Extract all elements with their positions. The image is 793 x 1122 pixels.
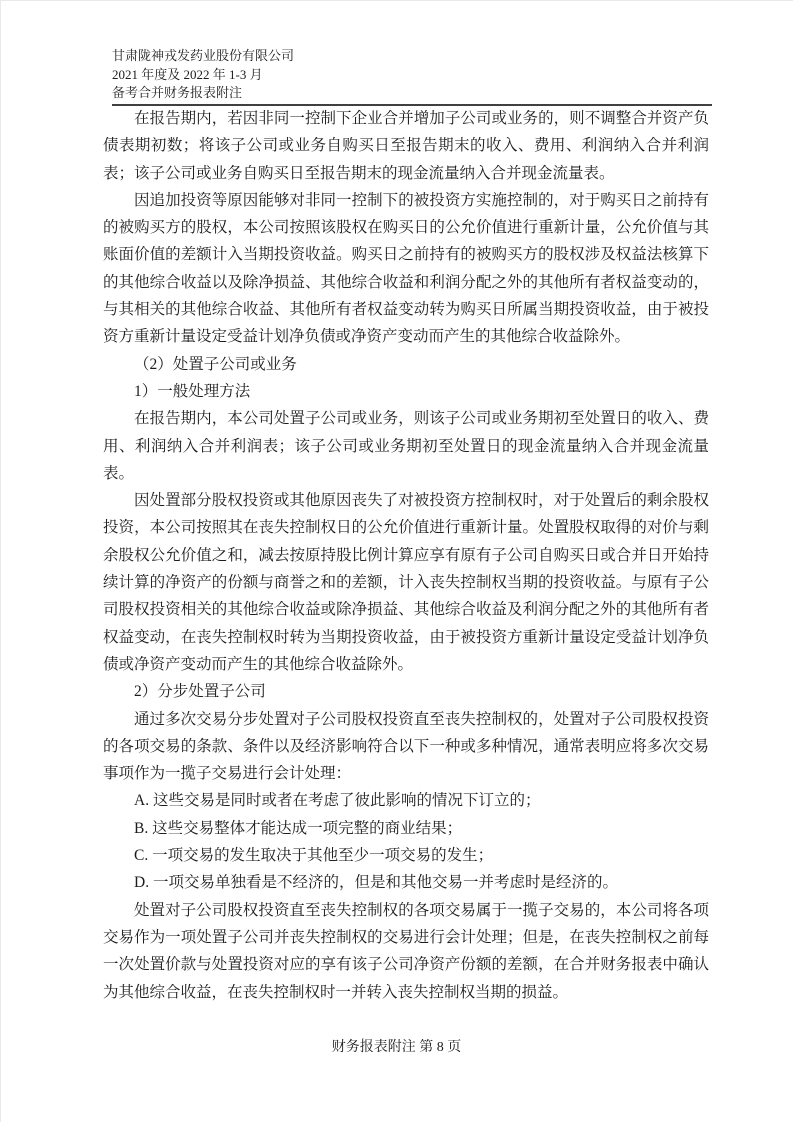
body-paragraph: 通过多次交易分步处置对子公司股权投资直至丧失控制权的，处置对子公司股权投资的各项交易的条款、条件以及经济影响符合以下一种或多种情况，通常表明应将多次交易事项作为一揽子交易进行会计处理： [103, 710, 709, 783]
document-body [103, 105, 709, 1006]
page-footer [0, 1036, 793, 1056]
body-paragraph: D. 一项交易单独看是不经济的，但是和其他交易一并考虑时是经济的。 [134, 874, 618, 892]
body-paragraph: 因追加投资等原因能够对非同一控制下的被投资方实施控制的，对于购买日之前持有的被购买方的股权，本公司按照该股权在购买日的公允价值进行重新计量，公允价值与其账面价值的差额计入当期投资收益。购买日之前持有的被购买方的股权涉及权益法核算下的其他综合收益以及除净损益、其他综合收益和利润分配之外的其他所有者权益变动的，与其相关的其他综合收益、其他所有者权益变动转为购买日所属当期投资收益，由于被投资方重新计量设定受益计划净负债或净资产变动而产生的其他综合收益除外。 [103, 191, 709, 346]
company-name: 甘肃陇神戎发药业股份有限公司 [112, 48, 295, 63]
body-paragraph: A. 这些交易是同时或者在考虑了彼此影响的情况下订立的； [134, 792, 541, 810]
footer-page-label: 财务报表附注 第 8 页 [331, 1040, 462, 1055]
report-period: 2021 年度及 2022 年 1-3 月 [112, 66, 263, 82]
body-paragraph: 1）一般处理方法 [134, 382, 251, 400]
body-paragraph: 处置对子公司股权投资直至丧失控制权的各项交易属于一揽子交易的，本公司将各项交易作为一项处置子公司并丧失控制权的交易进行会计处理；但是，在丧失控制权之前每一次处置价款与处置投资对应的享有该子公司净资产份额的差额，在合并财务报表中确认为其他综合收益，在丧失控制权时一并转入丧失控制权当期的损益。 [103, 901, 709, 1001]
body-paragraph: 因处置部分股权投资或其他原因丧失了对被投资方控制权时，对于处置后的剩余股权投资，本公司按照其在丧失控制权日的公允价值进行重新计量。处置股权取得的对价与剩余股权公允价值之和，减去按原持股比例计算应享有原有子公司自购买日或合并日开始持续计算的净资产的份额与商誉之和的差额，计入丧失控制权当期的投资收益。与原有子公司股权投资相关的其他综合收益或除净损益、其他综合收益及利润分配之外的其他所有者权益变动，在丧失控制权时转为当期投资收益，由于被投资方重新计量设定受益计划净负债或净资产变动而产生的其他综合收益除外。 [103, 492, 709, 673]
body-paragraph: 在报告期内，若因非同一控制下企业合并增加子公司或业务的，则不调整合并资产负债表期初数；将该子公司或业务自购买日至报告期末的收入、费用、利润纳入合并利润表；该子公司或业务自购买日至报告期末的现金流量纳入合并现金流量表。 [103, 110, 709, 182]
document-title: 备考合并财务报表附注 [112, 85, 243, 100]
body-paragraph: 2）分步处置子公司 [134, 683, 266, 701]
body-paragraph: C. 一项交易的发生取决于其他至少一项交易的发生； [134, 847, 494, 865]
body-paragraph: B. 这些交易整体才能达成一项完整的商业结果； [134, 819, 463, 837]
document-header [112, 47, 712, 106]
body-paragraph: 在报告期内，本公司处置子公司或业务，则该子公司或业务期初至处置日的收入、费用、利润纳入合并利润表；该子公司或业务期初至处置日的现金流量纳入合并现金流量表。 [103, 410, 709, 482]
body-paragraph: （2）处置子公司或业务 [134, 355, 297, 373]
